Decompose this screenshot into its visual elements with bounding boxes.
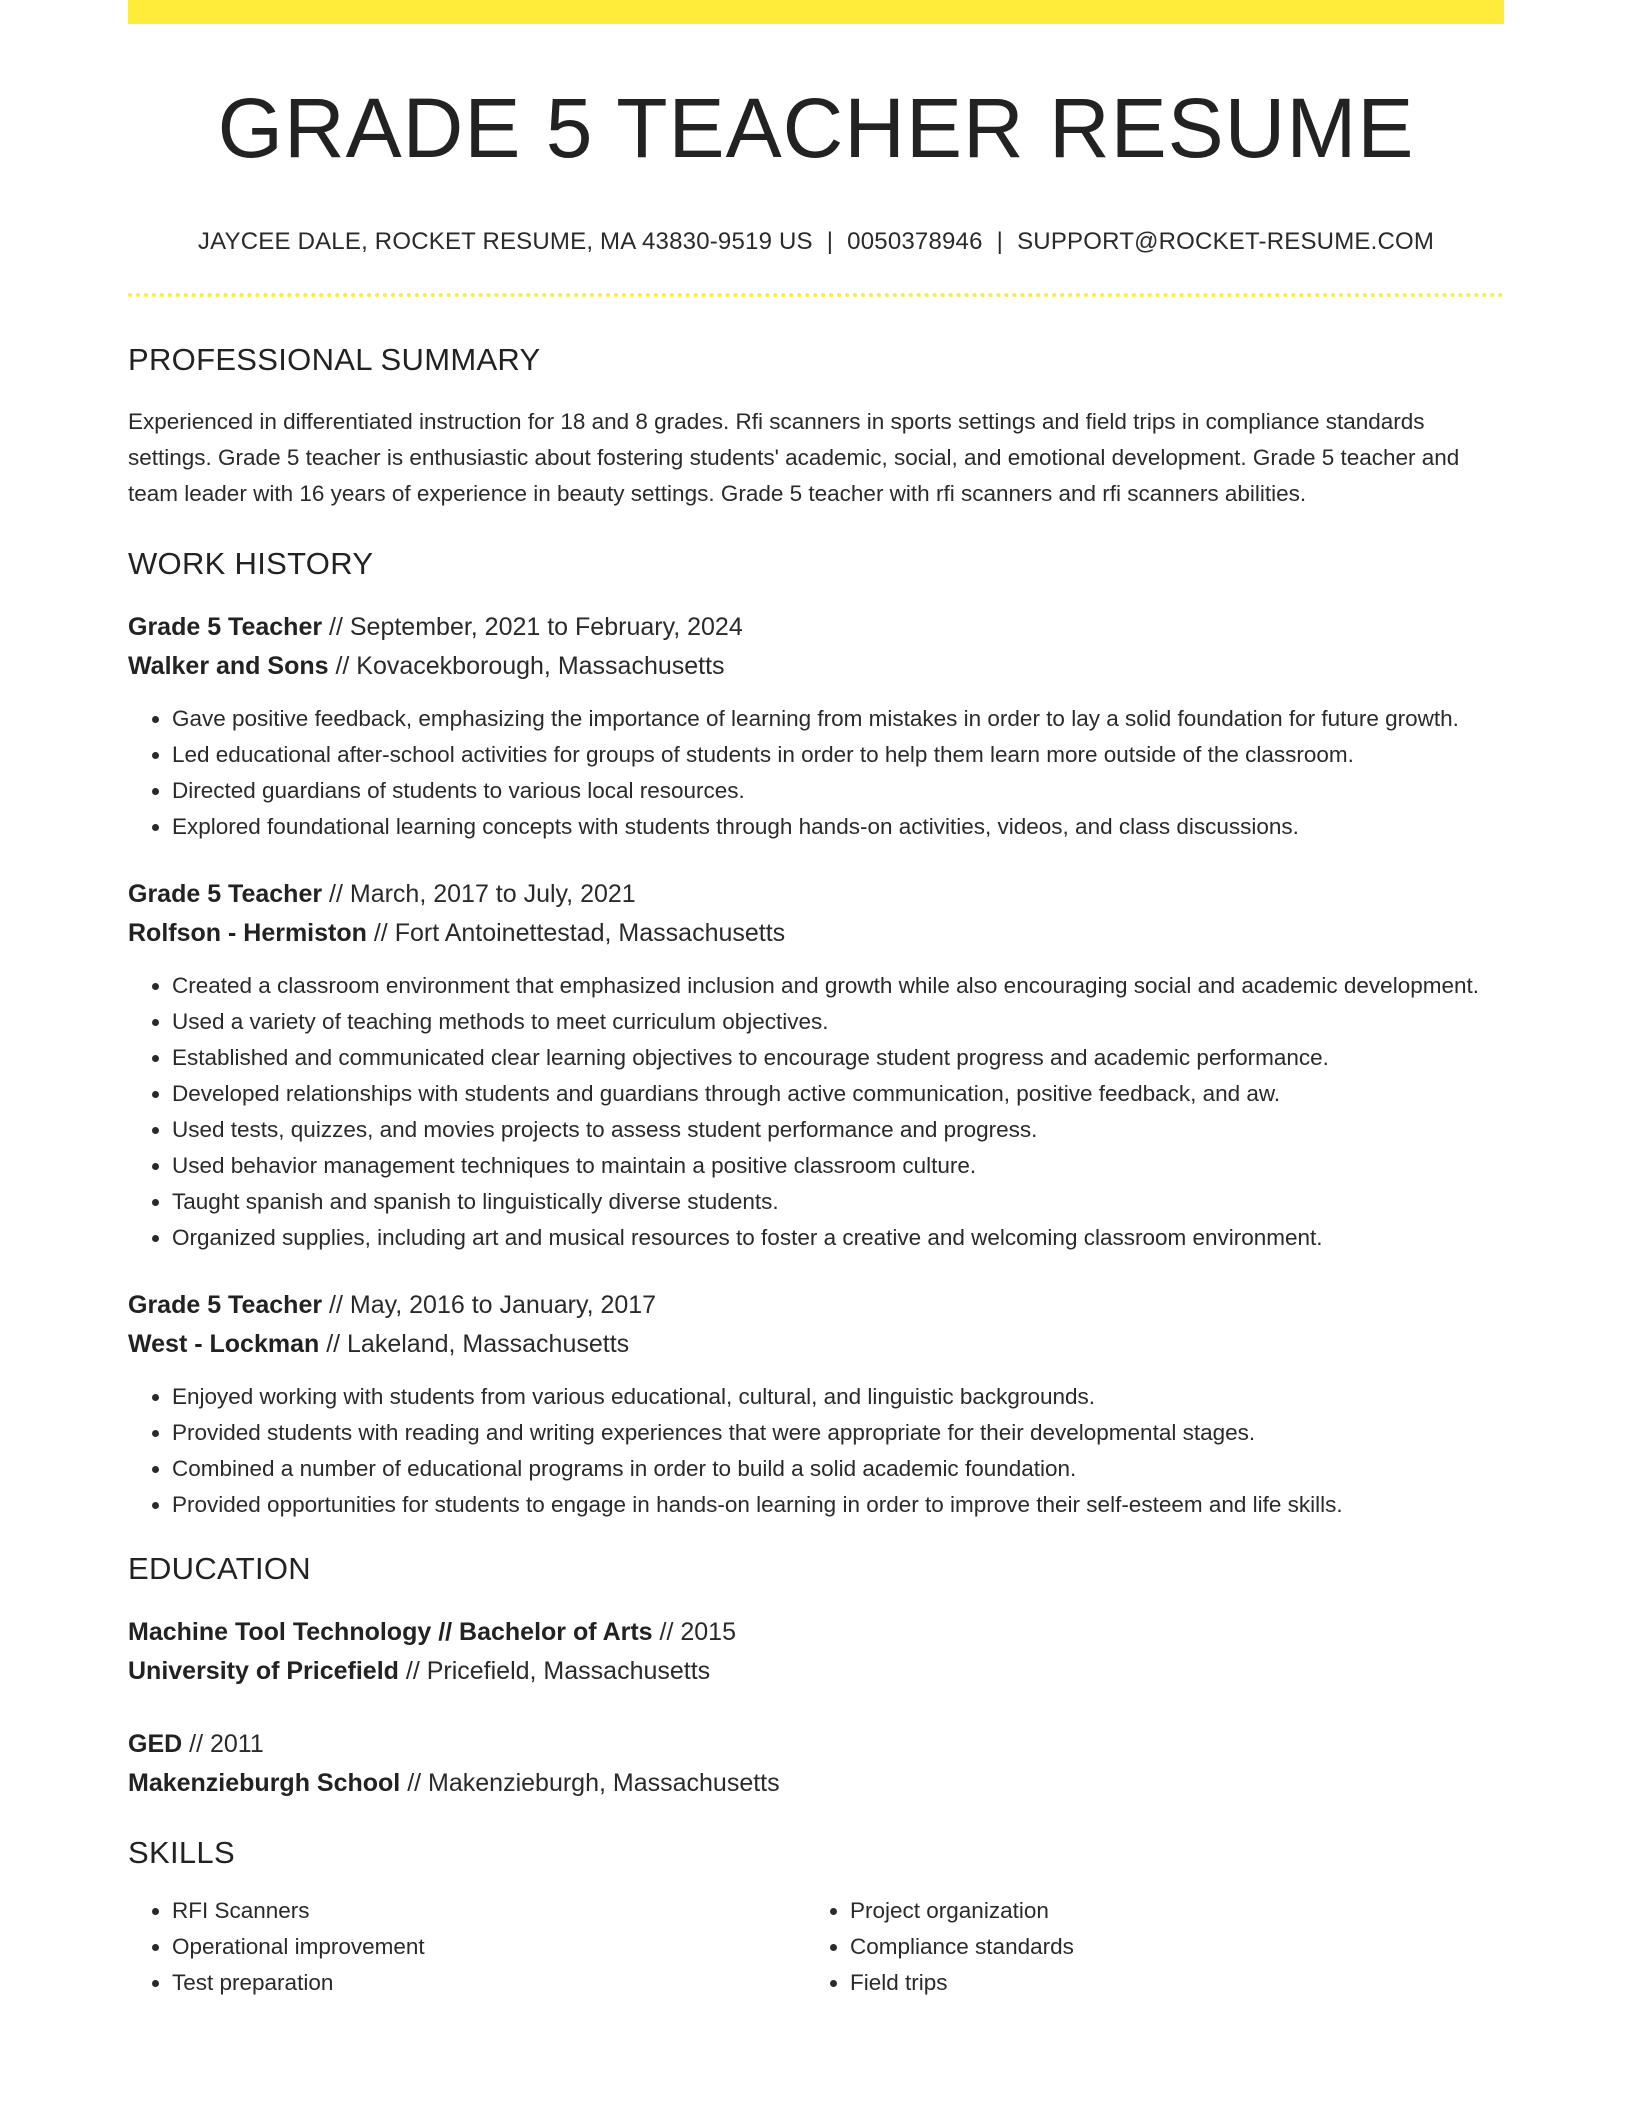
job-bullet: • Organized supplies, including art and musical resources to foster a creative and welcoming classroom environment. bbox=[172, 1220, 1504, 1256]
resume-title: GRADE 5 TEACHER RESUME bbox=[217, 81, 1415, 175]
skill-item: • Compliance standards bbox=[850, 1929, 1484, 1965]
job-bullet: • Directed guardians of students to various local resources. bbox=[172, 773, 1504, 809]
job-bullet: • Combined a number of educational programs in order to build a solid academic foundation. bbox=[172, 1451, 1504, 1487]
contact-line bbox=[128, 228, 1504, 256]
job-entry bbox=[128, 1286, 1504, 1523]
education-year: // 2015 bbox=[652, 1618, 736, 1646]
job-bullet: • Gave positive feedback, emphasizing the importance of learning from mistakes in order to lay a solid foundation for future growth. bbox=[172, 701, 1504, 737]
education-school-line bbox=[128, 1764, 1504, 1803]
job-bullet: • Used behavior management techniques to maintain a positive classroom culture. bbox=[172, 1148, 1504, 1184]
education-school: Makenzieburgh School bbox=[128, 1769, 401, 1797]
job-entry bbox=[128, 608, 1504, 845]
job-bullets bbox=[128, 1379, 1504, 1523]
education-degree-line bbox=[128, 1725, 1504, 1764]
summary-heading: PROFESSIONAL SUMMARY bbox=[128, 342, 541, 377]
job-company: Rolfson - Hermiston bbox=[128, 919, 367, 947]
contact-email: SUPPORT@ROCKET-RESUME.COM bbox=[1017, 228, 1435, 255]
job-bullet: • Used a variety of teaching methods to meet curriculum objectives. bbox=[172, 1004, 1504, 1040]
education-location: // Makenzieburgh, Massachusetts bbox=[400, 1769, 780, 1797]
skill-item: • Operational improvement bbox=[172, 1929, 806, 1965]
job-title-line bbox=[128, 1286, 1504, 1325]
contact-phone: 0050378946 bbox=[847, 228, 983, 255]
skills-right-column bbox=[806, 1893, 1484, 2001]
job-role: Grade 5 Teacher bbox=[128, 1291, 323, 1319]
education-entry bbox=[128, 1613, 1504, 1691]
education-degree: Machine Tool Technology // Bachelor of Arts bbox=[128, 1618, 653, 1646]
job-company-line bbox=[128, 1325, 1504, 1364]
job-company: Walker and Sons bbox=[128, 652, 329, 680]
job-location: // Kovacekborough, Massachusetts bbox=[328, 652, 725, 680]
job-company-line bbox=[128, 914, 1504, 953]
job-bullet: • Created a classroom environment that emphasized inclusion and growth while also encouraging social and academic development. bbox=[172, 968, 1504, 1004]
job-bullet: • Developed relationships with students and guardians through active communication, positive feedback, and aw. bbox=[172, 1076, 1504, 1112]
job-bullet: • Provided opportunities for students to engage in hands-on learning in order to improve their self-esteem and life skills. bbox=[172, 1487, 1504, 1523]
skill-item: • Field trips bbox=[850, 1965, 1484, 2001]
skill-item: • Project organization bbox=[850, 1893, 1484, 1929]
job-bullets bbox=[128, 701, 1504, 845]
skill-item: • RFI Scanners bbox=[172, 1893, 806, 1929]
job-bullet: • Led educational after-school activities for groups of students in order to help them learn more outside of the classroom. bbox=[172, 737, 1504, 773]
job-bullet: • Taught spanish and spanish to linguistically diverse students. bbox=[172, 1184, 1504, 1220]
job-role: Grade 5 Teacher bbox=[128, 613, 323, 641]
education-school: University of Pricefield bbox=[128, 1657, 399, 1685]
job-bullets bbox=[128, 968, 1504, 1256]
accent-top-bar bbox=[128, 0, 1504, 24]
job-location: // Fort Antoinettestad, Massachusetts bbox=[366, 919, 786, 947]
job-company: West - Lockman bbox=[128, 1330, 320, 1358]
education-heading: EDUCATION bbox=[128, 1551, 311, 1586]
job-dates: // September, 2021 to February, 2024 bbox=[322, 613, 743, 641]
education-entry bbox=[128, 1725, 1504, 1803]
job-bullet: • Established and communicated clear learning objectives to encourage student progress and academic performance. bbox=[172, 1040, 1504, 1076]
work-history-heading: WORK HISTORY bbox=[128, 546, 374, 581]
job-bullet: • Used tests, quizzes, and movies projects to assess student performance and progress. bbox=[172, 1112, 1504, 1148]
education-degree-line bbox=[128, 1613, 1504, 1652]
contact-separator: | bbox=[996, 228, 1004, 255]
job-bullet: • Explored foundational learning concepts with students through hands-on activities, videos, and class discussions. bbox=[172, 809, 1504, 845]
job-dates: // May, 2016 to January, 2017 bbox=[322, 1291, 657, 1319]
job-title-line bbox=[128, 875, 1504, 914]
job-bullet: • Enjoyed working with students from various educational, cultural, and linguistic backgrounds. bbox=[172, 1379, 1504, 1415]
job-title-line bbox=[128, 608, 1504, 647]
contact-address: JAYCEE DALE, ROCKET RESUME, MA 43830-9519 US bbox=[197, 228, 813, 255]
education-school-line bbox=[128, 1652, 1504, 1691]
skill-item: • Test preparation bbox=[172, 1965, 806, 2001]
education-location: // Pricefield, Massachusetts bbox=[398, 1657, 711, 1685]
job-company-line bbox=[128, 647, 1504, 686]
job-dates: // March, 2017 to July, 2021 bbox=[322, 880, 636, 908]
skills-columns bbox=[128, 1893, 1504, 2001]
job-role: Grade 5 Teacher bbox=[128, 880, 323, 908]
education-year: // 2011 bbox=[182, 1730, 264, 1758]
contact-separator: | bbox=[826, 228, 834, 255]
job-entry bbox=[128, 875, 1504, 1256]
skills-left-column bbox=[128, 1893, 806, 2001]
dotted-divider bbox=[128, 293, 1504, 297]
job-location: // Lakeland, Massachusetts bbox=[319, 1330, 630, 1358]
job-bullet: • Provided students with reading and writing experiences that were appropriate for their developmental stages. bbox=[172, 1415, 1504, 1451]
summary-text: Experienced in differentiated instruction for 18 and 8 grades. Rfi scanners in sports settings and field trips in compliance standards settings. Grade 5 teacher is enthusiastic about fostering students' academic, social, and emotional development. Grade 5 teacher and team leader with 16 years of experience in beauty settings. Grade 5 teacher with rfi scanners and rfi scanners abilities. bbox=[128, 409, 1460, 506]
education-degree: GED bbox=[128, 1730, 183, 1758]
skills-heading: SKILLS bbox=[128, 1835, 235, 1870]
resume-page bbox=[128, 0, 1504, 2001]
